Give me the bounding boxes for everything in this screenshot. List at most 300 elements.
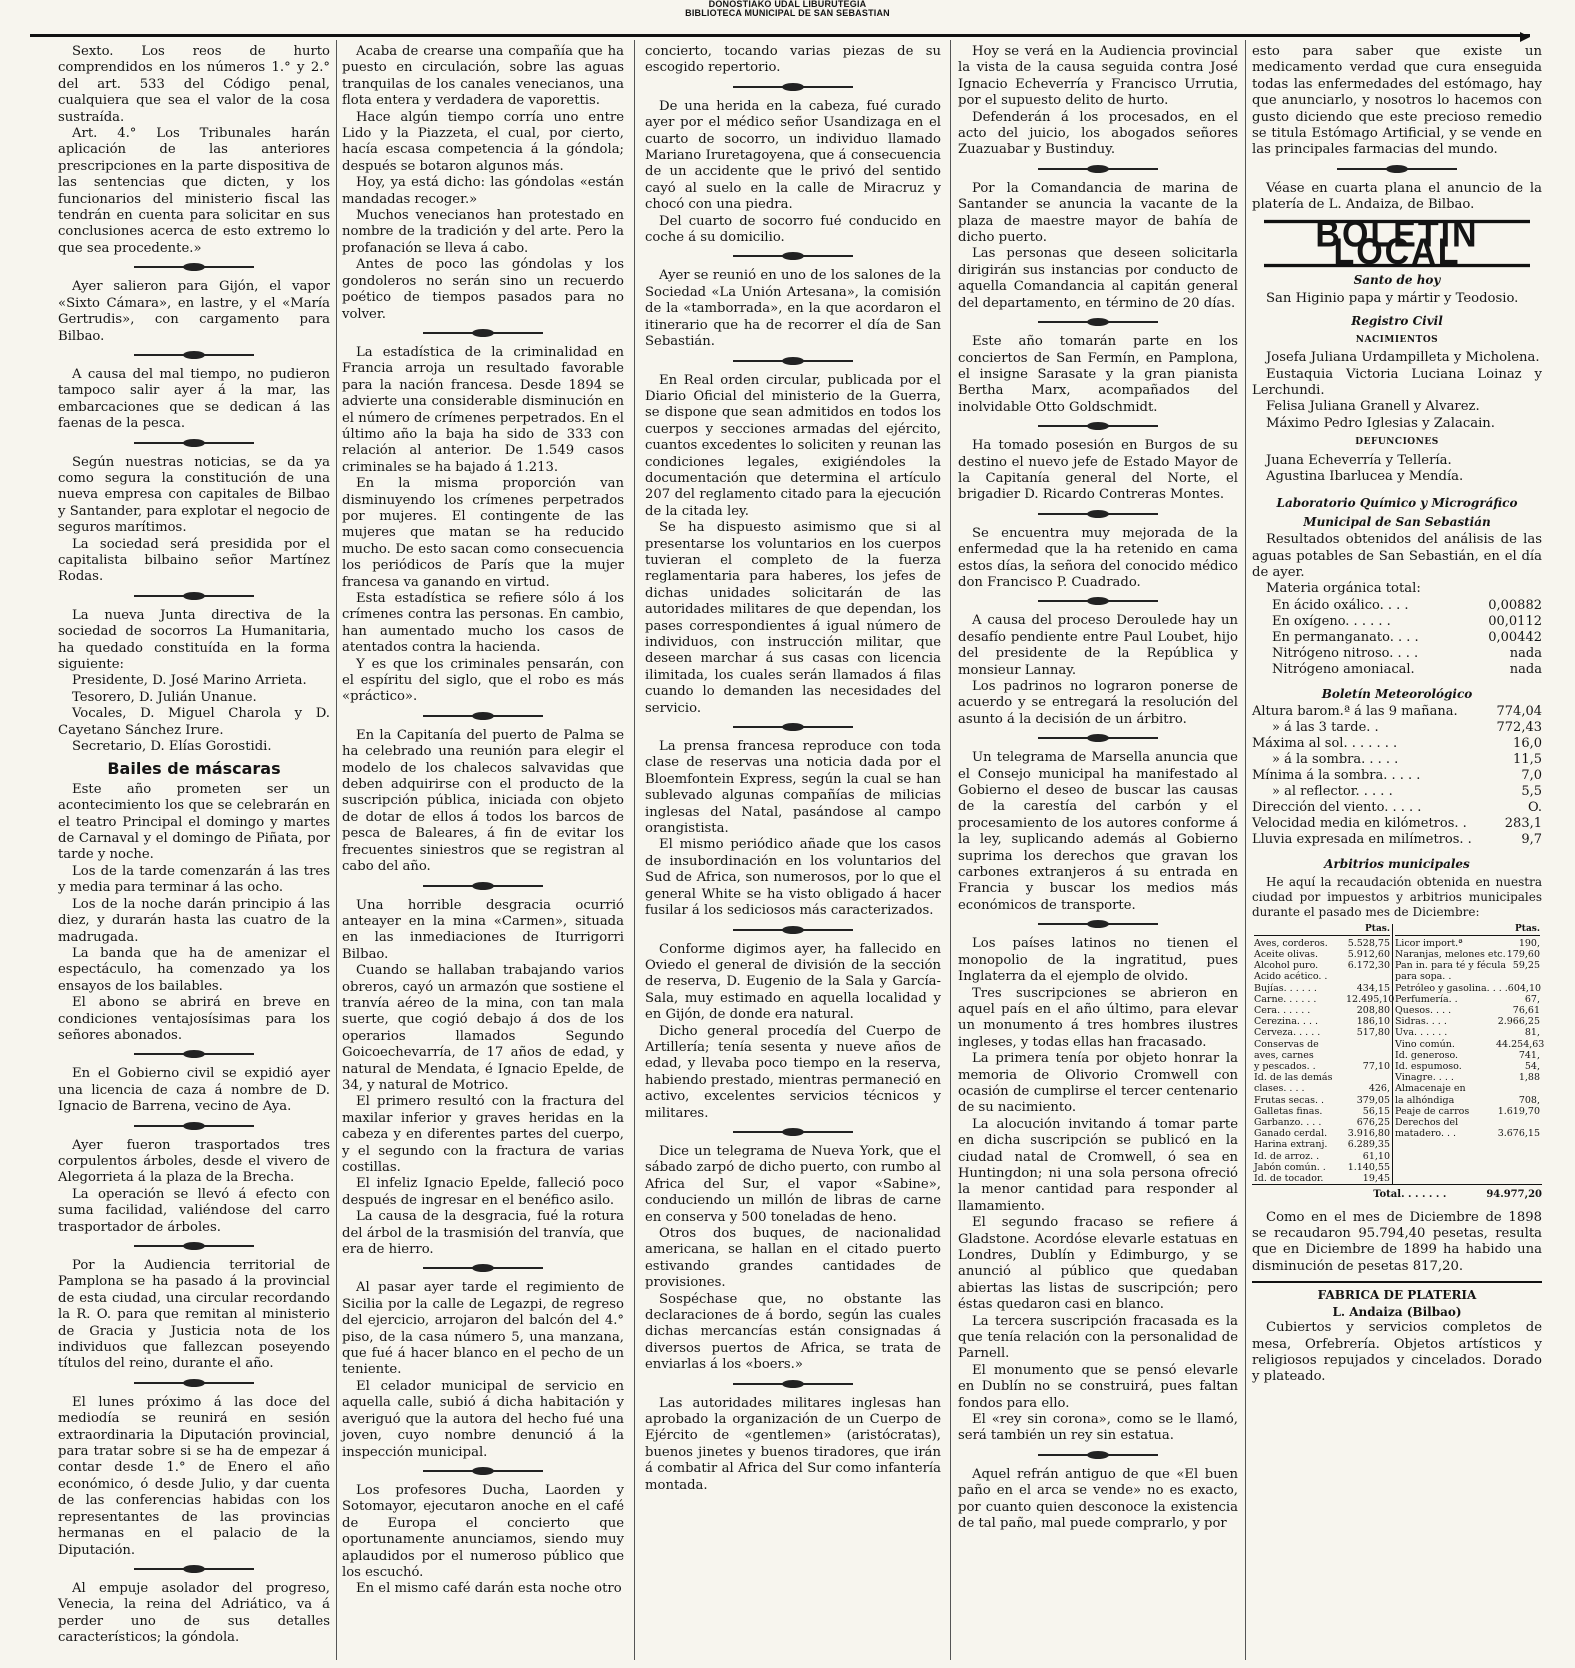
table-cell-name: Id. de tocador.	[1254, 1173, 1324, 1185]
paragraph: De una herida en la cabeza, fué curado ayer por el médico señor Usandizaga en el cuarto de socorro, un individuo llamado Mariano Iruretagoyena, que á consecuencia de un accidente que le privó del sentido cayó al suelo en la calle de Miracruz y chocó con una piedra.	[645, 98, 941, 213]
separator	[342, 1261, 624, 1275]
analysis-row	[1252, 646, 1542, 662]
table-cell-name: Id. de las demás	[1254, 1072, 1333, 1084]
paragraph: Tres suscripciones se abrieron en aquel país en el año último, para elevar un monumento á tres hombres ilustres ingleses, y todas ellas han fracasado.	[958, 985, 1238, 1050]
table-cell-amount: 604,10	[1507, 982, 1542, 994]
table-cell-amount: 12.495,10	[1346, 993, 1395, 1005]
row-value: 16,0	[1513, 736, 1542, 752]
table-cell-name: clases. . . .	[1254, 1083, 1305, 1095]
paragraph: El mismo periódico añade que los casos de insubordinación en los voluntarios del Sud de Africa, son numerosos, por lo que el general White se ha visto obligado á hacer fusilar á los sediciosos más caracterizados.	[645, 837, 941, 919]
table-row	[1395, 1050, 1540, 1061]
table-cell-name: la alhóndiga	[1395, 1094, 1455, 1106]
paragraph: esto para saber que existe un medicamento verdad que cura enseguida todas las enfermedades del estómago, hay que anunciarlo, y nosotros lo hacemos con gusto diciendo que este precioso remedio se titula Estómago Artificial, y se vende en las principales farmacias del mundo.	[1252, 44, 1542, 158]
fabrica-title: FABRICA DE PLATERIA	[1252, 1281, 1542, 1303]
paragraph: Presidente, D. José Marino Arrieta.	[72, 673, 307, 689]
table-row	[1254, 1005, 1390, 1016]
table-cell-name: Uva. . . . . .	[1395, 1027, 1448, 1039]
table-cell-name: Alcohol puro.	[1254, 960, 1319, 972]
paragraph: La prensa francesa reproduce con toda clase de reservas una noticia dada por el Bloemfontein Express, según la cual se han sublevado algunas compañías de milicias inglesas del Natal, pasándose al campo orangistista.	[645, 739, 941, 837]
table-cell-amount	[1346, 1072, 1390, 1083]
table-row	[1395, 1027, 1540, 1038]
paragraph: Esta estadística se refiere sólo á los crímenes contra las personas. En cambio, han aumentado mucho los casos de atentados contra la hacienda.	[342, 591, 624, 656]
separator	[958, 1448, 1238, 1462]
table-cell-name: Perfumería. .	[1395, 993, 1458, 1005]
paragraph: Conforme digimos ayer, ha fallecido en Oviedo el general de división de la sección de reserva, D. Eugenio de la Sala y García-Sala, muy estimado en aquella localidad y en Gijón, de donde era natural.	[645, 941, 941, 1023]
table-cell-amount: 3.676,15	[1497, 1128, 1540, 1140]
table-row	[1395, 1095, 1540, 1106]
table-row	[1395, 1005, 1540, 1016]
column-1	[58, 44, 330, 1654]
separator	[58, 1119, 330, 1133]
ptas-header: Ptas.	[1254, 924, 1390, 936]
table-row	[1395, 1072, 1540, 1083]
table-cell-name: Aves, corderos.	[1254, 937, 1328, 949]
paragraph: Antes de poco las góndolas y los gondoleros no serán sino un recuerdo poético de tiempos pasados para no volver.	[342, 257, 624, 322]
paragraph: En Real orden circular, publicada por el Diario Oficial del ministerio de la Guerra, se dispone que sean admitidos en todos los cuerpos y secciones armadas del ejército, cuantos excedentes lo soliciten y reunan las condiciones legales, exigiéndoles la documentación que determina el artículo 207 del reglamento citado para la ejecución de la citada ley.	[645, 372, 941, 519]
paragraph: Ayer se reunió en uno de los salones de la Sociedad «La Unión Artesana», la comisión de la «tamborrada», en la que acordaron el itinerario que ha de recorrer el día de San Sebastián.	[645, 268, 941, 350]
analysis-row	[1252, 598, 1542, 614]
paragraph: Un telegrama de Marsella anuncia que el Consejo municipal ha manifestado al Gobierno el deseo de buscar las causas de la carestía del carbón y el procesamiento de los autores conforme á la ley, suplicando además al Gobierno suprima los derechos que gravan los carbones extranjeros á su entrada en Francia y buscar los medios más económicos de transporte.	[958, 750, 1238, 913]
table-row	[1254, 1128, 1390, 1139]
table-cell-name: Jabón común. .	[1254, 1161, 1326, 1173]
paragraph: Del cuarto de socorro fué conducido en coche á su domicilio.	[645, 213, 941, 246]
stamp-line-1: DONOSTIAKO UDAL LIBURUTEGIA	[708, 0, 867, 9]
paragraph: Y es que los criminales pensarán, con el espíritu del siglo, que el robo es más «práctico».	[342, 656, 624, 705]
separator	[58, 436, 330, 450]
separator	[958, 594, 1238, 608]
list-item: Josefa Juliana Urdampilleta y Micholena.	[1266, 350, 1540, 366]
table-row	[1395, 1106, 1540, 1117]
paragraph: Resultados obtenidos del análisis de las aguas potables de San Sebastián, en el día de ayer.	[1252, 532, 1542, 580]
column-2	[342, 44, 624, 1654]
paragraph: La nueva Junta directiva de la sociedad de socorros La Humanitaria, ha quedado constituída en la forma siguiente:	[58, 607, 330, 672]
table-cell-name: Licor import.ª	[1395, 937, 1463, 949]
paragraph: Tesorero, D. Julián Unanue.	[72, 689, 257, 705]
total-label: Total. . . . . . .	[1373, 1189, 1447, 1201]
table-cell-amount: 76,61	[1512, 1005, 1540, 1017]
row-value: 7,0	[1521, 768, 1542, 784]
table-row	[1254, 938, 1390, 949]
paragraph: Este año prometen ser un acontecimiento los que se celebrarán en el teatro Principal el domingo y martes de Carnaval y el domingo de Piñata, por tarde y noche.	[58, 781, 330, 863]
table-row	[1254, 1151, 1390, 1162]
table-cell-amount: 5.912,60	[1347, 949, 1390, 960]
table-cell-name: Cera. . . . . .	[1254, 1005, 1311, 1017]
table-cell-amount	[1496, 1083, 1540, 1094]
table-row	[1395, 949, 1540, 960]
separator	[342, 879, 624, 893]
separator	[58, 260, 330, 274]
table-row	[1395, 1061, 1540, 1072]
paragraph: El abono se abrirá en breve en condiciones ventajosísimas para los señores abonados.	[58, 995, 330, 1043]
paragraph: Las personas que deseen solicitarla dirigirán sus instancias por conducto de aquella Comandancia al capitán general del departamento, en término de 20 días.	[958, 246, 1238, 311]
paragraph: Secretario, D. Elías Gorostidi.	[72, 739, 272, 755]
paragraph: Muchos venecianos han protestado en nombre de la tradición y del arte. Pero la profanación se lleva á cabo.	[342, 208, 624, 256]
table-cell-amount: 6.172,30	[1347, 960, 1390, 972]
table-cell-amount: 1.140,55	[1347, 1161, 1390, 1173]
row-value: 0,00442	[1488, 629, 1542, 645]
table-cell-name: Almacenaje en	[1395, 1083, 1466, 1095]
table-row	[1254, 1106, 1390, 1117]
separator	[1252, 162, 1542, 176]
list-item: Eustaquia Victoria Luciana Loinaz y Lerchundi.	[1252, 366, 1542, 398]
table-cell-name: Aceite olivas.	[1254, 949, 1319, 960]
paragraph: Los de la tarde comenzarán á las tres y media para terminar á las ocho.	[58, 863, 330, 896]
paragraph: La sociedad será presidida por el capitalista bilbaino señor Martínez Rodas.	[58, 536, 330, 585]
separator	[645, 720, 941, 734]
paragraph: Los profesores Ducha, Laorden y Sotomayor, ejecutaron anoche en el café de Europa el concierto que oportunamente anunciamos, siendo muy aplaudidos por el numeroso público que los escuchó.	[342, 1482, 624, 1580]
table-cell-amount: 208,80	[1356, 1005, 1390, 1017]
row-value: 283,1	[1504, 816, 1542, 832]
paragraph: Dicho general procedía del Cuerpo de Artillería; tenía sesenta y nueve años de edad, y llevaba poco tiempo en la reserva, habiendo prestado, mientras permaneció en activo, excelentes servicios técnicos y militares.	[645, 1023, 941, 1121]
list-item: Agustina Ibarlucea y Mendía.	[1266, 468, 1464, 484]
paragraph: El primero resultó con la fractura del maxilar inferior y graves heridas en la cabeza y en diferentes partes del cuerpo, y el segundo con la fractura de varias costillas.	[342, 1094, 624, 1175]
table-cell-name: Cerezina. . . .	[1254, 1016, 1319, 1028]
separator	[958, 507, 1238, 521]
table-cell-amount: 708,	[1518, 1094, 1540, 1106]
table-row	[1254, 1039, 1390, 1050]
row-label: En ácido oxálico. . . .	[1272, 597, 1409, 613]
paragraph: La banda que ha de amenizar el espectáculo, ha comenzado ya los ensayos de los bailables.	[58, 945, 330, 994]
table-cell-name: Vino común.	[1395, 1038, 1455, 1050]
paragraph: Cubiertos y servicios completos de mesa, Orfebrería. Objetos artísticos y religiosos repujados y cincelados. Dorado y plateado.	[1252, 1320, 1542, 1385]
table-cell-name: matadero. . .	[1395, 1128, 1457, 1140]
column-rule	[1245, 40, 1246, 1660]
santo-text: San Higinio papa y mártir y Teodosio.	[1266, 290, 1519, 306]
list-item: Máximo Pedro Iglesias y Zalacain.	[1266, 415, 1495, 431]
table-cell-amount: 676,25	[1356, 1117, 1390, 1129]
row-value: 772,43	[1496, 720, 1542, 736]
table-row	[1395, 960, 1540, 971]
paragraph: En el Gobierno civil se expidió ayer una licencia de caza á nombre de D. Ignacio de Barrena, vecino de Aya.	[58, 1066, 330, 1115]
table-cell-name: Carne. . . . . .	[1254, 993, 1317, 1005]
separator	[645, 923, 941, 937]
paragraph: Los países latinos no tienen el monopolio de la ingratitud, pues Inglaterra da el ejemplo de olvido.	[958, 936, 1238, 985]
arbitrios-total	[1252, 1187, 1542, 1203]
table-cell-amount: 1,88	[1518, 1072, 1540, 1084]
paragraph: Cuando se hallaban trabajando varios obreros, cayó un armazón que sostiene el tranvía aéreo de la mina, con tan mala suerte, que cogió debajo á dos de los operarios llamados Segundo Goicoechevarría, de 17 años de edad, y natural de Mendata, é Ignacio Epelde, de 34, y natural de Motrico.	[342, 963, 624, 1093]
separator	[958, 917, 1238, 931]
table-row	[1395, 994, 1540, 1005]
table-cell-amount	[1346, 1050, 1390, 1061]
table-cell-amount	[1346, 971, 1390, 982]
separator	[342, 326, 624, 340]
table-cell-amount: 426,	[1368, 1083, 1390, 1095]
separator	[645, 1377, 941, 1391]
arbitrios-title: Arbitrios municipales	[1324, 857, 1470, 872]
table-cell-amount: 67,	[1524, 993, 1540, 1005]
weather-row	[1252, 832, 1542, 848]
library-stamp	[0, 0, 1575, 22]
laboratorio-subtitle: Municipal de San Sebastián	[1303, 514, 1491, 529]
table-cell-name: Conservas de	[1254, 1038, 1319, 1050]
paragraph: Ayer salieron para Gijón, el vapor «Sixto Cámara», en lastre, y el «María Gertrudis», con cargamento para Bilbao.	[58, 279, 330, 344]
row-label: Mínima á la sombra. . . . .	[1252, 768, 1421, 784]
table-cell-name: Petróleo y gasolina. . . .	[1395, 982, 1508, 994]
table-cell-amount: 56,15	[1362, 1105, 1390, 1117]
table-cell-name: Derechos del	[1395, 1117, 1459, 1129]
paragraph: En el mismo café darán esta noche otro	[356, 1581, 622, 1597]
table-row	[1254, 960, 1390, 971]
column-rule	[634, 40, 635, 1660]
table-cell-amount: 741,	[1518, 1049, 1540, 1061]
column-rule	[950, 40, 951, 1660]
paragraph: Los de la noche darán principio á las diez, y durarán hasta las cuatro de la madrugada.	[58, 896, 330, 945]
row-label: » á las 3 tarde. .	[1272, 720, 1379, 736]
table-cell-name: y pescados. .	[1254, 1061, 1316, 1073]
table-row	[1254, 993, 1395, 1005]
table-row	[1254, 1095, 1390, 1106]
ptas-header: Ptas.	[1395, 924, 1540, 936]
table-cell-amount: 54,	[1524, 1061, 1540, 1073]
table-cell-name: aves, carnes	[1254, 1049, 1314, 1061]
table-row	[1254, 1027, 1390, 1038]
table-row	[1395, 1117, 1540, 1128]
column-4	[958, 44, 1238, 1654]
paragraph: Defenderán á los procesados, en el acto del juicio, los abogados señores Zuazuabar y Bustinduy.	[958, 109, 1238, 158]
table-cell-amount: 190,	[1518, 937, 1540, 949]
table-cell-amount: 59,25	[1512, 960, 1540, 972]
table-cell-name: Pan in. para té y fécula	[1395, 960, 1507, 972]
paragraph: La causa de la desgracia, fué la rotura del árbol de la trasmisión del tranvía, que era de hierro.	[342, 1209, 624, 1258]
row-label: Dirección del viento. . . . .	[1252, 800, 1422, 816]
weather-row	[1252, 768, 1542, 784]
paragraph: Sexto. Los reos de hurto comprendidos en los números 1.° y 2.° del art. 533 del Código penal, cualquiera que sea el valor de la cosa sustraída.	[58, 44, 330, 125]
fabrica-subtitle: L. Andaiza (Bilbao)	[1332, 1304, 1462, 1319]
row-label: » á la sombra. . . . .	[1272, 752, 1399, 768]
table-cell-name: para sopa. .	[1395, 971, 1452, 983]
table-cell-name: Id. de arroz. .	[1254, 1150, 1320, 1162]
table-cell-name: Vinagre. . . .	[1395, 1072, 1454, 1084]
row-label: Máxima al sol. . . . . . .	[1252, 736, 1398, 752]
paragraph: Por la Comandancia de marina de Santander se anuncia la vacante de la plaza de maestre mayor de bahía de dicho puerto.	[958, 180, 1238, 246]
table-row	[1395, 971, 1540, 982]
paragraph: concierto, tocando varias piezas de su escogido repertorio.	[645, 44, 941, 76]
arbitrios-right	[1392, 923, 1545, 1185]
separator	[58, 589, 330, 603]
table-cell-amount	[1496, 1117, 1540, 1128]
paragraph: Sospéchase que, no obstante las declaraciones de á bordo, según las cuales dichas mercancías están consignadas á diversos puertos de Africa, se trata de enviarlas á los «boers.»	[645, 1291, 941, 1373]
table-cell-name: Acido acético. .	[1254, 971, 1328, 983]
table-cell-amount: 3.916,80	[1347, 1128, 1390, 1140]
weather-row	[1252, 816, 1542, 832]
table-cell-name: Galletas finas.	[1254, 1105, 1323, 1117]
row-label: Nitrógeno nitroso. . . .	[1272, 645, 1419, 661]
meteorologico-title: Boletín Meteorológico	[1321, 686, 1473, 701]
paragraph: Se encuentra muy mejorada de la enfermedad que la ha retenido en cama estos días, la señora del conocido médico don Francisco P. Cuadrado.	[958, 525, 1238, 590]
separator	[958, 315, 1238, 329]
table-cell-amount: 2.966,25	[1497, 1016, 1540, 1028]
table-row	[1254, 1173, 1390, 1184]
table-cell-amount: 19,45	[1362, 1173, 1390, 1185]
row-label: Lluvia expresada en milímetros. .	[1252, 832, 1472, 848]
paragraph: La estadística de la criminalidad en Francia arroja un resultado favorable para la nación francesa. Desde 1894 se advierte una considerable disminución en el número de crímenes perpetrados. En el último año la baja ha sido de 333 con relación al anterior. De 1.549 casos criminales se ha bajado á 1.213.	[342, 344, 624, 475]
paragraph: Hoy se verá en la Audiencia provincial la vista de la causa seguida contra José Ignacio Echeverría y Francisco Urrutia, por el supuesto delito de hurto.	[958, 44, 1238, 109]
paragraph: Se ha dispuesto asimismo que si al presentarse los voluntarios en los cuerpos tuvieran el completo de la fuerza reglamentaria para haberes, los jefes de dichas unidades solicitarán de las autoridades militares de que dependan, los pases correspondientes á igual número de individuos, con instrucción militar, que deseen marchar á sus casas con licencia ilimitada, los cuales serán llamados á filas cuando lo demanden las necesidades del servicio.	[645, 520, 941, 716]
paragraph: He aquí la recaudación obtenida en nuestra ciudad por impuestos y arbitrios municipales durante el pasado mes de Diciembre:	[1252, 874, 1542, 919]
row-label: Altura barom.ª á las 9 mañana.	[1252, 704, 1458, 720]
separator	[342, 1464, 624, 1478]
paragraph: Ha tomado posesión en Burgos de su destino el nuevo jefe de Estado Mayor de la Capitanía general del Norte, el brigadier D. Ricardo Contreras Montes.	[958, 438, 1238, 503]
paragraph: El infeliz Ignacio Epelde, falleció poco después de ingresar en el benéfico asilo.	[342, 1176, 624, 1208]
section-title: Bailes de máscaras	[107, 759, 281, 779]
registro-title: Registro Civil	[1351, 314, 1443, 329]
total-value: 94.977,20	[1486, 1189, 1542, 1201]
weather-row	[1252, 704, 1542, 720]
weather-row	[1252, 800, 1542, 816]
row-value: 00,0112	[1488, 613, 1542, 629]
weather-row	[1252, 784, 1542, 800]
table-row	[1395, 938, 1540, 949]
row-value: 774,04	[1496, 704, 1542, 720]
paragraph: Las autoridades militares inglesas han aprobado la organización de un Cuerpo de Ejército de «gentlemen» (aristócratas), buenos jinetes y buenos tiradores, que irán á combatir al Africa del Sur como infantería montada.	[645, 1395, 941, 1493]
santo-title: Santo de hoy	[1353, 273, 1441, 288]
table-row	[1254, 1117, 1390, 1128]
paragraph: Los padrinos no lograron ponerse de acuerdo y se entregará la resolución del asunto á la decisión de un árbitro.	[958, 679, 1238, 727]
paragraph: Véase en cuarta plana el anuncio de la platería de L. Andaiza, de Bilbao.	[1252, 180, 1542, 213]
table-row	[1395, 1128, 1540, 1139]
row-value: nada	[1509, 645, 1542, 661]
table-cell-amount: 6.289,35	[1347, 1139, 1390, 1151]
table-row	[1254, 1162, 1390, 1173]
table-cell-amount	[1496, 971, 1540, 982]
paragraph: La tercera suscripción fracasada es la que tenía relación con la personalidad de Parnell.	[958, 1313, 1238, 1362]
stamp-line-2: BIBLIOTECA MUNICIPAL DE SAN SEBASTIAN	[685, 8, 890, 18]
paragraph: Dice un telegrama de Nueva York, que el sábado zarpó de dicho puerto, con rumbo al Africa del Sur, el vapor «Sabine», conduciendo un millón de libras de carne en conserva y 500 toneladas de heno.	[645, 1143, 941, 1225]
paragraph: Según nuestras noticias, se da ya como segura la constitución de una nueva empresa con capitales de Bilbao y Santander, para explotar el negocio de seguros marítimos.	[58, 454, 330, 536]
paragraph: La primera tenía por objeto honrar la memoria de Olivorio Cromwell con ocasión de cumplirse el tercer centenario de su nacimiento.	[958, 1051, 1238, 1116]
paragraph: En la misma proporción van disminuyendo los crímenes perpetrados por mujeres. El contingente de las mujeres que matan se ha reducido mucho. De esto sacan como consecuencia los periódicos de París que la mujer francesa va ganando en virtud.	[342, 476, 624, 590]
table-cell-amount: 379,05	[1356, 1094, 1390, 1106]
table-row	[1395, 1038, 1545, 1050]
materia-title: Materia orgánica total:	[1266, 581, 1421, 597]
table-cell-name: Frutas secas. .	[1254, 1094, 1325, 1106]
paragraph: Al pasar ayer tarde el regimiento de Sicilia por la calle de Legazpi, de regreso del ejercicio, arrojaron del balcón del 4.° piso, de la casa número 5, una manzana, que fué á hacer blanco en el pecho de un teniente.	[342, 1280, 624, 1378]
row-value: 11,5	[1513, 752, 1542, 768]
table-cell-amount: 44.254,63	[1496, 1038, 1545, 1050]
table-cell-amount: 517,80	[1356, 1027, 1390, 1039]
table-row	[1254, 1050, 1390, 1061]
table-cell-amount: 61,10	[1362, 1150, 1390, 1162]
separator	[58, 1239, 330, 1253]
column-5	[1252, 44, 1545, 1654]
separator	[958, 731, 1238, 745]
table-cell-name: Id. generoso.	[1395, 1049, 1459, 1061]
paragraph: Una horrible desgracia ocurrió anteayer en la mina «Carmen», situada en las inmediaciones de Iturrigorri Bilbao.	[342, 897, 624, 962]
top-rule	[30, 34, 1530, 37]
paragraph: Art. 4.° Los Tribunales harán aplicación de las anteriores prescripciones en la parte dispositiva de las sentencias que dicten, y los funcionarios del ministerio fiscal las tendrán en cuenta para solicitar en sus conclusiones acerca de esto extremo lo que sea procedente.»	[58, 126, 330, 256]
paragraph: Acaba de crearse una compañía que ha puesto en circulación, sobre las aguas tranquilas de los canales venecianos, una flota entera y verdadera de vaporettis.	[342, 44, 624, 109]
paragraph: Hace algún tiempo corría uno entre Lido y la Piazzeta, el cual, por cierto, hacía escasa competencia á la góndola; después se botaron algunos más.	[342, 109, 624, 174]
paragraph: Este año tomarán parte en los conciertos de San Fermín, en Pamplona, el insigne Sarasate y la gran pianista Bertha Marx, acompañados del inolvidable Otto Goldschmidt.	[958, 334, 1238, 415]
paragraph: Como en el mes de Diciembre de 1898 se recaudaron 95.794,40 pesetas, resulta que en Diciembre de 1899 ha habido una disminución de pesetas 817,20.	[1252, 1209, 1542, 1274]
table-cell-name: Harina extranj.	[1254, 1139, 1328, 1151]
row-value: O.	[1527, 800, 1542, 816]
row-label: Nitrógeno amoniacal.	[1272, 661, 1415, 677]
arbitrios-left	[1252, 923, 1395, 1185]
paragraph: Por la Audiencia territorial de Pamplona se ha pasado á la provincial de esta ciudad, una circular recordando la R. O. para que remitan al ministerio de Gracia y Justicia nota de los individuos que fallezcan poseyendo títulos del reino, durante el año.	[58, 1258, 330, 1372]
separator	[342, 709, 624, 723]
table-cell-amount	[1346, 1039, 1390, 1050]
row-label: En oxígeno. . . . . .	[1272, 613, 1391, 629]
paragraph: Hoy, ya está dicho: las góndolas «están mandadas recoger.»	[342, 175, 624, 207]
paragraph: Aquel refrán antiguo de que «El buen paño en el arca se vende» no es exacto, por cuanto quien desconoce la existencia de tal paño, mal puede comprarlo, y por	[958, 1466, 1238, 1532]
table-cell-amount: 186,10	[1356, 1016, 1390, 1028]
table-cell-name: Garbanzo. . . .	[1254, 1117, 1322, 1129]
paragraph: La operación se llevó á efecto con suma facilidad, valiéndose del carro trasportador de árboles.	[58, 1186, 330, 1235]
paragraph: A causa del mal tiempo, no pudieron tampoco salir ayer á la mar, las embarcaciones que se dedican á las faenas de la pesca.	[58, 366, 330, 432]
row-label: » al reflector. . . . .	[1272, 784, 1393, 800]
separator	[958, 419, 1238, 433]
analysis-row	[1252, 630, 1542, 646]
laboratorio-title: Laboratorio Químico y Micrográfico	[1276, 496, 1518, 511]
table-row	[1254, 971, 1390, 982]
defunciones-title: DEFUNCIONES	[1355, 437, 1439, 448]
table-cell-amount: 77,10	[1362, 1061, 1390, 1073]
table-row	[1254, 1016, 1390, 1027]
table-row	[1254, 1061, 1390, 1072]
table-cell-name: Quesos. . . .	[1395, 1005, 1452, 1017]
table-row	[1395, 1016, 1540, 1027]
paragraph: El monumento que se pensó elevarle en Dublín no se construirá, pues faltan fondos para ello.	[958, 1362, 1238, 1411]
separator	[58, 1376, 330, 1390]
boletin-local-heading: BOLETIN LOCAL	[1264, 220, 1530, 267]
analysis-row	[1252, 662, 1542, 678]
paragraph: Al empuje asolador del progreso, Venecia, la reina del Adriático, va á perder uno de sus detalles característicos; la góndola.	[58, 1580, 330, 1646]
separator	[958, 162, 1238, 176]
table-cell-amount: 179,60	[1506, 949, 1540, 960]
separator	[645, 249, 941, 263]
separator	[58, 1562, 330, 1576]
paragraph: El celador municipal de servicio en aquella calle, subió á dicha habitación y averiguó que la autora del hecho fué una joven, cuyo nombre denunció á la inspección municipal.	[342, 1378, 624, 1460]
weather-row	[1252, 720, 1542, 736]
list-item: Felisa Juliana Granell y Alvarez.	[1266, 399, 1480, 415]
table-row	[1254, 949, 1390, 960]
row-value: nada	[1509, 661, 1542, 677]
analysis-row	[1252, 614, 1542, 630]
separator	[645, 1125, 941, 1139]
table-cell-name: Sidras. . . .	[1395, 1016, 1447, 1028]
table-cell-amount: 1.619,70	[1497, 1105, 1540, 1117]
separator	[58, 348, 330, 362]
paragraph: A causa del proceso Deroulede hay un desafío pendiente entre Paul Loubet, hijo del presidente de la República y monsieur Lannay.	[958, 613, 1238, 678]
column-rule	[336, 40, 337, 1660]
table-cell-amount: 5.528,75	[1347, 937, 1390, 949]
list-item: Juana Echeverría y Tellería.	[1266, 452, 1452, 468]
paragraph: El lunes próximo á las doce del mediodía se reunirá en sesión extraordinaria la Diputación provincial, para tratar sobre si se ha de empezar á contar desde 1.° de Enero el año económico, ó desde Julio, y dar cuenta de las conferencias habidas con los representantes de las provincias hermanas en el palacio de la Diputación.	[58, 1394, 330, 1558]
weather-row	[1252, 752, 1542, 768]
row-value: 5,5	[1521, 784, 1542, 800]
table-row	[1254, 983, 1390, 994]
table-cell-name: Peaje de carros	[1395, 1105, 1470, 1117]
paragraph: El segundo fracaso se refiere á Gladstone. Acordóse elevarle estatuas en Londres, Dublín y Edimburgo, y se anunció al público que quedaban abiertas las listas de suscripción; pero éstas quedaron casi en blanco.	[958, 1215, 1238, 1313]
row-label: Velocidad media en kilómetros. .	[1252, 816, 1467, 832]
separator	[645, 80, 941, 94]
table-row	[1254, 1139, 1390, 1150]
table-cell-name: Naranjas, melones etc.	[1395, 949, 1506, 960]
paragraph: Ayer fueron trasportados tres corpulentos árboles, desde el vivero de Alegorrieta á la plaza de la Brecha.	[58, 1137, 330, 1186]
paragraph: En la Capitanía del puerto de Palma se ha celebrado una reunión para elegir el modelo de los chalecos salvavidas que deben adquirirse con el producto de la suscripción pública, iniciada con objeto de dotar de ellos á todos los barcos de pesca de Baleares, á fin de evitar los frecuentes siniestros que se registran al cabo del año.	[342, 727, 624, 875]
table-cell-name: Id. espumoso.	[1395, 1061, 1462, 1073]
weather-row	[1252, 736, 1542, 752]
nacimientos-title: NACIMIENTOS	[1355, 334, 1439, 345]
table-row	[1395, 1083, 1540, 1094]
row-value: 0,00882	[1488, 597, 1542, 613]
table-cell-amount: 81,	[1524, 1027, 1540, 1039]
paragraph: Otros dos buques, de nacionalidad americana, se hallan en el citado puerto estivando grandes cantidades de provisiones.	[645, 1226, 941, 1291]
row-label: En permanganato. . . .	[1272, 629, 1419, 645]
table-cell-name: Cerveza. . . . .	[1254, 1027, 1321, 1039]
table-cell-amount: 434,15	[1356, 982, 1390, 994]
